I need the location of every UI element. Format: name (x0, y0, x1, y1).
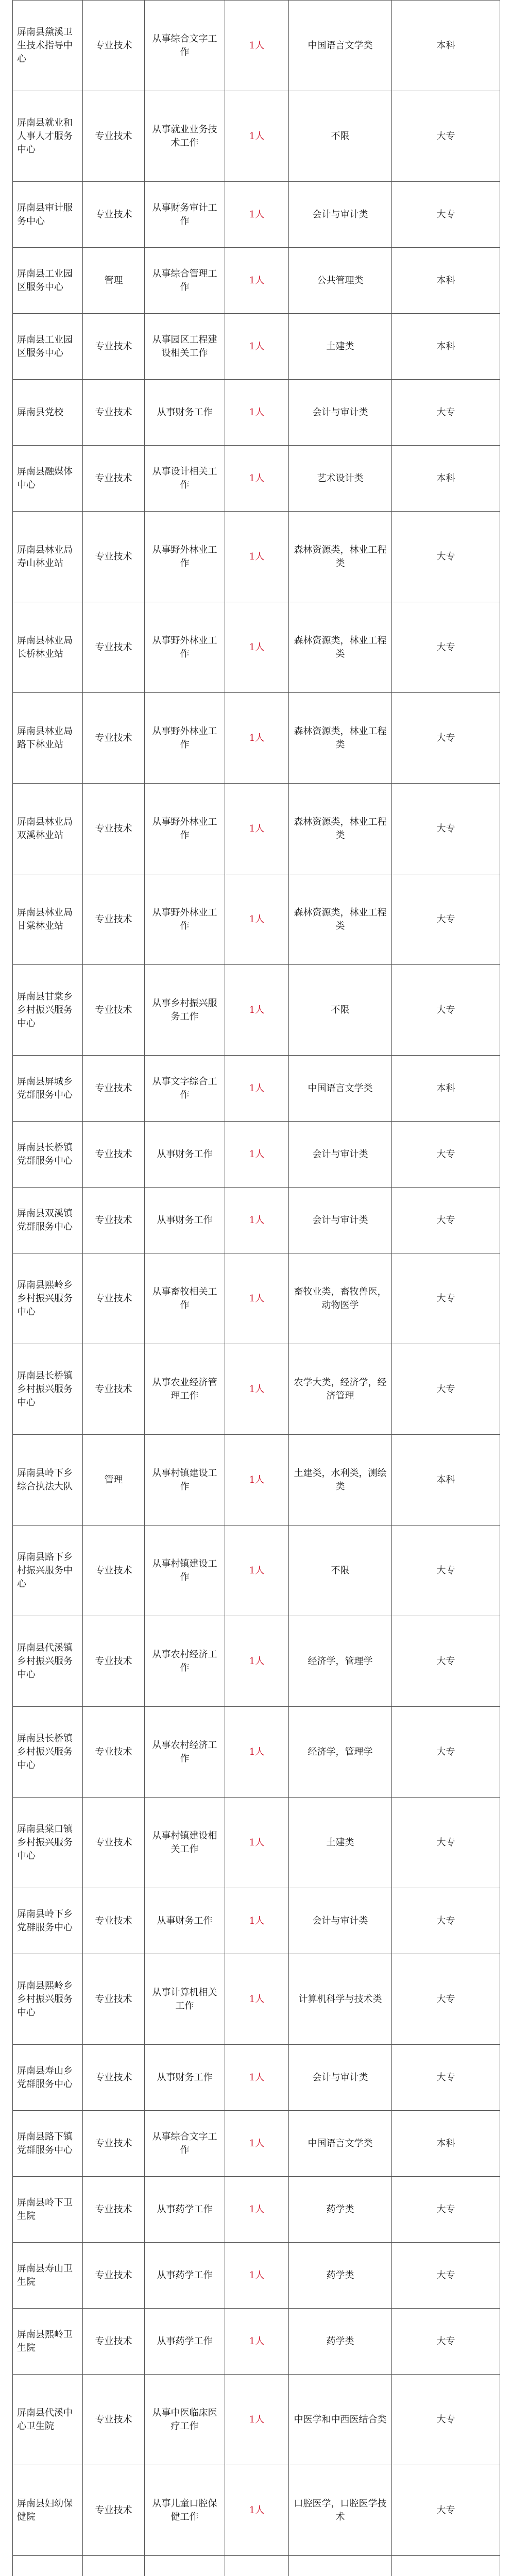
cell-description: 从事村镇建设工作 (145, 1526, 225, 1616)
cell-description: 从事中医临床医疗工作 (145, 2375, 225, 2465)
cell-unit: 屏南县林业局甘棠林业站 (13, 874, 83, 965)
cell-education: 大专 (392, 1188, 500, 1253)
table-row (13, 380, 500, 446)
cell-unit: 屏南县林业局寿山林业站 (13, 512, 83, 602)
cell-category: 专业技术 (83, 182, 145, 248)
cell-description: 从事财务工作 (145, 1888, 225, 1954)
cell-description: 从事财务工作 (145, 1122, 225, 1188)
cell-unit: 屏南县代溪镇乡村振兴服务中心 (13, 1616, 83, 1707)
cell-description: 从事药学工作 (145, 2309, 225, 2375)
table-row (13, 2465, 500, 2556)
cell-unit: 屏南县岭下乡党群服务中心 (13, 1888, 83, 1954)
cell-major: 会计与审计类 (289, 1888, 392, 1954)
table-row (13, 512, 500, 602)
table-row (13, 2309, 500, 2375)
cell-count: 1人 (225, 1526, 289, 1616)
cell-unit: 屏南县熙岭卫生院 (13, 2309, 83, 2375)
cell-count: 1人 (225, 1616, 289, 1707)
cell-education: 本科 (392, 248, 500, 314)
cell-education: 大专 (392, 1344, 500, 1435)
cell-count: 1人 (225, 446, 289, 512)
cell-major: 药学类 (289, 2177, 392, 2243)
cell-major: 会计与审计类 (289, 380, 392, 446)
cell-description: 从事就业业务技术工作 (145, 91, 225, 182)
cell-major: 中医学和中西医结合类 (289, 2375, 392, 2465)
cell-major: 畜牧业类，畜牧兽医，动物医学 (289, 1253, 392, 1344)
cell-category: 专业技术 (83, 965, 145, 1056)
cell-category: 专业技术 (83, 2243, 145, 2309)
cell-education: 大专 (392, 512, 500, 602)
cell-category: 管理 (83, 1435, 145, 1526)
cell-unit: 屏南县妇幼保健院 (13, 2465, 83, 2556)
cell-count: 1人 (225, 1954, 289, 2045)
cell-unit: 屏南县路下乡村振兴服务中心 (13, 1526, 83, 1616)
cell-category: 专业技术 (83, 1707, 145, 1798)
cell-major (289, 2556, 392, 2576)
cell-category: 专业技术 (83, 784, 145, 874)
table-row (13, 693, 500, 784)
cell-description: 从事文字综合工作 (145, 1056, 225, 1122)
cell-description: 从事畜牧相关工作 (145, 1253, 225, 1344)
cell-education: 大专 (392, 2243, 500, 2309)
table-row (13, 446, 500, 512)
cell-category: 专业技术 (83, 380, 145, 446)
cell-education: 大专 (392, 2045, 500, 2111)
cell-count: 1人 (225, 965, 289, 1056)
cell-education: 大专 (392, 602, 500, 693)
cell-description: 从事农村经济工作 (145, 1616, 225, 1707)
cell-major: 森林资源类，林业工程类 (289, 784, 392, 874)
cell-count: 1人 (225, 1435, 289, 1526)
cell-major: 土建类 (289, 1798, 392, 1888)
cell-education: 本科 (392, 314, 500, 380)
cell-education: 大专 (392, 182, 500, 248)
table-row (13, 2177, 500, 2243)
cell-description (145, 2556, 225, 2576)
cell-category: 专业技术 (83, 1526, 145, 1616)
table-row (13, 1, 500, 91)
cell-description: 从事野外林业工作 (145, 693, 225, 784)
cell-description: 从事综合文字工作 (145, 1, 225, 91)
cell-major: 计算机科学与技术类 (289, 1954, 392, 2045)
cell-unit: 屏南县岭下卫生院 (13, 2177, 83, 2243)
cell-description: 从事财务审计工作 (145, 182, 225, 248)
table-row (13, 965, 500, 1056)
cell-count: 1人 (225, 2243, 289, 2309)
cell-count: 1人 (225, 693, 289, 784)
cell-unit: 屏南县长桥镇党群服务中心 (13, 1122, 83, 1188)
cell-count: 1人 (225, 1188, 289, 1253)
cell-description: 从事野外林业工作 (145, 512, 225, 602)
cell-unit (13, 2556, 83, 2576)
cell-count: 1人 (225, 1, 289, 91)
cell-unit: 屏南县双溪镇党群服务中心 (13, 1188, 83, 1253)
cell-description: 从事计算机相关工作 (145, 1954, 225, 2045)
cell-count: 1人 (225, 2177, 289, 2243)
cell-education: 大专 (392, 2465, 500, 2556)
cell-unit: 屏南县工业园区服务中心 (13, 314, 83, 380)
cell-category: 专业技术 (83, 1253, 145, 1344)
cell-education: 本科 (392, 1056, 500, 1122)
cell-major: 经济学，管理学 (289, 1707, 392, 1798)
cell-count: 1人 (225, 2045, 289, 2111)
cell-education: 大专 (392, 693, 500, 784)
cell-major: 不限 (289, 965, 392, 1056)
cell-count: 1人 (225, 248, 289, 314)
cell-description: 从事综合管理工作 (145, 248, 225, 314)
cell-unit: 屏南县林业局长桥林业站 (13, 602, 83, 693)
table-row (13, 2375, 500, 2465)
cell-unit: 屏南县审计服务中心 (13, 182, 83, 248)
cell-description: 从事村镇建设工作 (145, 1435, 225, 1526)
cell-category: 专业技术 (83, 2045, 145, 2111)
cell-education: 本科 (392, 2111, 500, 2177)
cell-category: 专业技术 (83, 314, 145, 380)
table-row (13, 2111, 500, 2177)
cell-unit: 屏南县林业局路下林业站 (13, 693, 83, 784)
cell-count: 1人 (225, 182, 289, 248)
table-row (13, 182, 500, 248)
cell-unit: 屏南县寿山乡党群服务中心 (13, 2045, 83, 2111)
cell-category: 专业技术 (83, 2465, 145, 2556)
cell-major: 公共管理类 (289, 248, 392, 314)
table-row (13, 2243, 500, 2309)
cell-count: 1人 (225, 1253, 289, 1344)
cell-description: 从事药学工作 (145, 2177, 225, 2243)
table-row (13, 91, 500, 182)
cell-category: 专业技术 (83, 602, 145, 693)
table-row (13, 1616, 500, 1707)
cell-description: 从事财务工作 (145, 2045, 225, 2111)
cell-count: 1人 (225, 602, 289, 693)
cell-category: 专业技术 (83, 2177, 145, 2243)
cell-education: 大专 (392, 784, 500, 874)
cell-major: 不限 (289, 1526, 392, 1616)
cell-category: 专业技术 (83, 1888, 145, 1954)
cell-category: 专业技术 (83, 2111, 145, 2177)
cell-unit: 屏南县路下镇党群服务中心 (13, 2111, 83, 2177)
cell-education: 大专 (392, 1888, 500, 1954)
cell-unit: 屏南县代溪中心卫生院 (13, 2375, 83, 2465)
cell-category: 专业技术 (83, 1798, 145, 1888)
cell-description: 从事农村经济工作 (145, 1707, 225, 1798)
cell-category: 专业技术 (83, 1344, 145, 1435)
table-row (13, 874, 500, 965)
cell-count: 1人 (225, 1344, 289, 1435)
cell-education: 大专 (392, 1954, 500, 2045)
recruitment-table-pingnan (12, 0, 500, 2576)
cell-count: 1人 (225, 91, 289, 182)
cell-major: 经济学，管理学 (289, 1616, 392, 1707)
cell-description: 从事乡村振兴服务工作 (145, 965, 225, 1056)
cell-count: 1人 (225, 2111, 289, 2177)
cell-education: 大专 (392, 1122, 500, 1188)
cell-count: 1人 (225, 1888, 289, 1954)
cell-category: 专业技术 (83, 512, 145, 602)
cell-education: 大专 (392, 874, 500, 965)
cell-education: 本科 (392, 1, 500, 91)
cell-unit: 屏南县棠口镇乡村振兴服务中心 (13, 1798, 83, 1888)
table-row (13, 602, 500, 693)
cell-count: 1人 (225, 1798, 289, 1888)
cell-description: 从事财务工作 (145, 380, 225, 446)
cell-major: 会计与审计类 (289, 182, 392, 248)
cell-unit: 屏南县屏城乡党群服务中心 (13, 1056, 83, 1122)
cell-education: 本科 (392, 1435, 500, 1526)
cell-description: 从事设计相关工作 (145, 446, 225, 512)
cell-count: 1人 (225, 874, 289, 965)
cell-count: 1人 (225, 314, 289, 380)
cell-major: 中国语言文学类 (289, 1056, 392, 1122)
cell-unit: 屏南县长桥镇乡村振兴服务中心 (13, 1707, 83, 1798)
table-row (13, 1435, 500, 1526)
cell-category: 专业技术 (83, 2309, 145, 2375)
cell-count: 1人 (225, 784, 289, 874)
cell-count: 1人 (225, 512, 289, 602)
cell-category: 专业技术 (83, 1616, 145, 1707)
cell-category: 专业技术 (83, 1122, 145, 1188)
cell-description: 从事村镇建设相关工作 (145, 1798, 225, 1888)
cell-description: 从事财务工作 (145, 1188, 225, 1253)
cell-major: 药学类 (289, 2309, 392, 2375)
table-row (13, 1253, 500, 1344)
cell-education: 大专 (392, 2309, 500, 2375)
cell-category: 专业技术 (83, 693, 145, 784)
table-row (13, 1798, 500, 1888)
cell-education: 大专 (392, 1616, 500, 1707)
cell-education: 大专 (392, 91, 500, 182)
cell-major: 药学类 (289, 2243, 392, 2309)
cell-education (392, 2556, 500, 2576)
cell-unit: 屏南县就业和人事人才服务中心 (13, 91, 83, 182)
cell-major: 森林资源类，林业工程类 (289, 602, 392, 693)
table-row (13, 1954, 500, 2045)
cell-major: 不限 (289, 91, 392, 182)
cell-count: 1人 (225, 2309, 289, 2375)
cell-major: 艺术设计类 (289, 446, 392, 512)
cell-description: 从事野外林业工作 (145, 784, 225, 874)
cell-description: 从事野外林业工作 (145, 602, 225, 693)
cell-unit: 屏南县工业园区服务中心 (13, 248, 83, 314)
cell-unit: 屏南县熙岭乡乡村振兴服务中心 (13, 1954, 83, 2045)
cell-unit: 屏南县寿山卫生院 (13, 2243, 83, 2309)
cell-category: 专业技术 (83, 2375, 145, 2465)
cell-count: 1人 (225, 1056, 289, 1122)
cell-description: 从事综合文字工作 (145, 2111, 225, 2177)
cell-category: 专业技术 (83, 1056, 145, 1122)
cell-count (225, 2556, 289, 2576)
cell-education: 大专 (392, 965, 500, 1056)
cell-education: 大专 (392, 1798, 500, 1888)
cell-major: 森林资源类，林业工程类 (289, 512, 392, 602)
cell-unit: 屏南县熙岭乡乡村振兴服务中心 (13, 1253, 83, 1344)
table-row (13, 784, 500, 874)
table-row (13, 1188, 500, 1253)
cell-description: 从事园区工程建设相关工作 (145, 314, 225, 380)
cell-major: 会计与审计类 (289, 1122, 392, 1188)
cell-count: 1人 (225, 1122, 289, 1188)
cell-category: 专业技术 (83, 1188, 145, 1253)
table-row (13, 1526, 500, 1616)
cell-category: 管理 (83, 248, 145, 314)
cell-unit: 屏南县长桥镇乡村振兴服务中心 (13, 1344, 83, 1435)
table-row (13, 1344, 500, 1435)
cell-major: 会计与审计类 (289, 2045, 392, 2111)
cell-category: 专业技术 (83, 446, 145, 512)
cell-education: 大专 (392, 380, 500, 446)
table-row (13, 1707, 500, 1798)
cell-category: 专业技术 (83, 874, 145, 965)
cell-major: 农学大类，经济学，经济管理 (289, 1344, 392, 1435)
cell-major: 森林资源类，林业工程类 (289, 874, 392, 965)
cell-category: 专业技术 (83, 91, 145, 182)
cell-unit: 屏南县黛溪卫生技术指导中心 (13, 1, 83, 91)
cell-major: 土建类，水利类，测绘类 (289, 1435, 392, 1526)
cell-category: 专业技术 (83, 1954, 145, 2045)
cell-unit: 屏南县岭下乡综合执法大队 (13, 1435, 83, 1526)
cell-education: 大专 (392, 1253, 500, 1344)
cell-count: 1人 (225, 380, 289, 446)
table-body (13, 1, 500, 2576)
table-row (13, 1888, 500, 1954)
table-row (13, 2556, 500, 2576)
cell-unit: 屏南县林业局双溪林业站 (13, 784, 83, 874)
cell-unit: 屏南县甘棠乡乡村振兴服务中心 (13, 965, 83, 1056)
table-row (13, 314, 500, 380)
cell-major: 土建类 (289, 314, 392, 380)
cell-category: 专业技术 (83, 1, 145, 91)
cell-major: 中国语言文学类 (289, 1, 392, 91)
table-row (13, 248, 500, 314)
cell-education: 本科 (392, 446, 500, 512)
cell-major: 口腔医学，口腔医学技术 (289, 2465, 392, 2556)
cell-category (83, 2556, 145, 2576)
cell-education: 大专 (392, 1707, 500, 1798)
table-row (13, 1122, 500, 1188)
cell-unit: 屏南县党校 (13, 380, 83, 446)
cell-education: 大专 (392, 1526, 500, 1616)
cell-major: 会计与审计类 (289, 1188, 392, 1253)
cell-major: 森林资源类，林业工程类 (289, 693, 392, 784)
cell-education: 大专 (392, 2177, 500, 2243)
cell-description: 从事儿童口腔保健工作 (145, 2465, 225, 2556)
cell-count: 1人 (225, 2375, 289, 2465)
cell-description: 从事农业经济管理工作 (145, 1344, 225, 1435)
cell-description: 从事野外林业工作 (145, 874, 225, 965)
table-row (13, 2045, 500, 2111)
cell-description: 从事药学工作 (145, 2243, 225, 2309)
cell-count: 1人 (225, 1707, 289, 1798)
cell-major: 中国语言文学类 (289, 2111, 392, 2177)
cell-education: 大专 (392, 2375, 500, 2465)
cell-count: 1人 (225, 2465, 289, 2556)
table-row (13, 1056, 500, 1122)
cell-unit: 屏南县融媒体中心 (13, 446, 83, 512)
